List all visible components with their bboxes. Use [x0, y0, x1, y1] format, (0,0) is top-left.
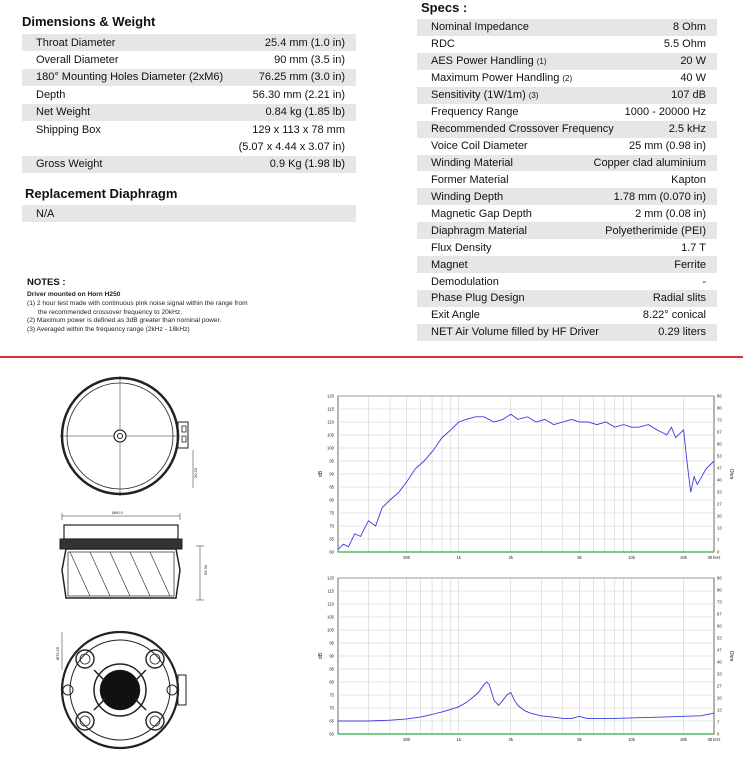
y-tick-label: 80 [329, 679, 334, 685]
dim-flange-label: 20.20 [193, 467, 198, 478]
dim-label: Gross Weight [36, 158, 103, 171]
notes-subtitle: Driver mounted on Horn H250 [27, 290, 121, 298]
spec-row [417, 104, 717, 121]
spec-label: Diaphragm Material [431, 224, 527, 237]
x-tick-label: 2k [508, 737, 514, 742]
spec-row [417, 188, 717, 205]
x-tick-label: 10k [628, 555, 635, 560]
spec-value: Copper clad aluminium [593, 156, 706, 169]
note-line-4: (3) Averaged within the frequency range (2kHz - 18kHz) [27, 325, 190, 333]
y-axis-label: dB [318, 470, 324, 478]
spec-row [417, 273, 717, 290]
spec-row [417, 70, 717, 87]
note-line-2: the recommended crossover frequency to 20kHz. [38, 308, 183, 316]
y-right-tick-label: 20 [717, 513, 722, 519]
replacement-row [22, 205, 356, 222]
spec-value: 5.5 Ohm [663, 38, 706, 51]
y-right-tick-label: 0 [717, 731, 720, 737]
y-tick-label: 95 [329, 458, 334, 464]
spec-row [417, 138, 717, 155]
x-tick-label: 500 [403, 737, 411, 742]
y-right-tick-label: 67 [717, 611, 722, 617]
dim-row [22, 51, 356, 68]
x-tick-label: 30 kHz [707, 737, 721, 742]
y-tick-label: 110 [327, 419, 334, 425]
spec-label: Magnet [431, 258, 468, 271]
x-tick-label: 20k [680, 555, 687, 560]
y-right-tick-label: 20 [717, 695, 722, 701]
y-tick-label: 85 [329, 484, 334, 490]
spec-row [417, 222, 717, 239]
spec-row [417, 239, 717, 256]
technical-drawings [50, 370, 220, 755]
y-right-tick-label: 73 [717, 599, 722, 605]
spec-row [417, 19, 717, 36]
y-right-tick-label: 60 [717, 623, 722, 629]
spec-label: Maximum Power Handling [431, 72, 560, 85]
spec-label: Voice Coil Diameter [431, 140, 528, 153]
dim-row [22, 138, 356, 155]
y-tick-label: 70 [329, 705, 334, 711]
spec-value: 20 W [680, 55, 706, 68]
y-right-tick-label: 40 [717, 659, 722, 665]
spec-label: AES Power Handling [431, 55, 534, 68]
spec-value: 1.78 mm (0.070 in) [613, 190, 706, 203]
spec-value: Radial slits [652, 292, 706, 305]
y-right-tick-label: 33 [717, 671, 722, 677]
bottom-view-drawing [62, 632, 186, 748]
y-right-tick-label: 27 [717, 683, 722, 689]
y-tick-label: 105 [327, 614, 334, 620]
dim-value: 90 mm (3.5 in) [274, 54, 345, 67]
spec-row [417, 205, 717, 222]
y-tick-label: 80 [329, 497, 334, 503]
spec-label: NET Air Volume filled by HF Driver [431, 326, 599, 339]
y-axis-label: dB [318, 652, 324, 660]
spec-value: 40 W [680, 72, 706, 85]
spec-label: Recommended Crossover Frequency [431, 123, 614, 136]
top-view-drawing [60, 376, 193, 496]
spec-value: 8.22° conical [642, 309, 706, 322]
spec-row [417, 121, 717, 138]
dim-label: Net Weight [36, 106, 91, 119]
spec-label: Winding Material [431, 156, 513, 169]
y-tick-label: 75 [329, 510, 334, 516]
x-tick-label: 500 [403, 555, 411, 560]
y-right-tick-label: 33 [717, 489, 722, 495]
y-right-tick-label: 86 [717, 393, 722, 399]
frequency-response-chart [310, 388, 742, 564]
spec-row [417, 256, 717, 273]
y-right-tick-label: 53 [717, 635, 722, 641]
x-tick-label: 5k [577, 555, 582, 560]
spec-value: Kapton [671, 173, 706, 186]
dim-width-label: Ø90.0 [112, 510, 123, 515]
dim-row [22, 86, 356, 103]
y-right-tick-label: 86 [717, 575, 722, 581]
x-tick-label: 30 kHz [707, 555, 721, 560]
y-right-tick-label: 73 [717, 417, 722, 423]
dim-value: 0.84 kg (1.85 lb) [265, 106, 345, 119]
spec-value: 25 mm (0.98 in) [628, 140, 706, 153]
y-tick-label: 65 [329, 718, 334, 724]
y-tick-label: 90 [329, 653, 334, 659]
spec-note: (1) [536, 57, 547, 67]
spec-label: Magnetic Gap Depth [431, 207, 532, 220]
dim-label: 180° Mounting Holes Diameter (2xM6) [36, 71, 224, 84]
spec-label: Demodulation [431, 275, 499, 288]
impedance-response-chart [310, 570, 742, 746]
note-line-1: (1) 2 hour test made with continuous pink noise signal within the range from [27, 300, 248, 308]
dim-value: 25.4 mm (1.0 in) [264, 36, 345, 49]
dim-value: (5.07 x 4.44 x 3.07 in) [238, 141, 345, 154]
section-divider [0, 356, 743, 358]
spec-row [417, 53, 717, 70]
spec-label: Flux Density [431, 241, 492, 254]
y-tick-label: 75 [329, 692, 334, 698]
y-tick-label: 115 [327, 588, 334, 594]
specs-title: Specs : [421, 0, 468, 15]
y-tick-label: 110 [327, 601, 334, 607]
dim-value: 129 x 113 x 78 mm [252, 123, 345, 136]
spec-value: - [702, 275, 706, 288]
spec-row [417, 36, 717, 53]
spec-label: Sensitivity (1W/1m) [431, 89, 526, 102]
spec-value: 0.29 liters [658, 326, 706, 339]
y-right-tick-label: 53 [717, 453, 722, 459]
dim-label: Throat Diameter [36, 36, 116, 49]
y-right-tick-label: 13 [717, 525, 722, 531]
replacement-table [22, 205, 356, 222]
spec-value: 2.5 kHz [668, 123, 706, 136]
spec-label: Winding Depth [431, 190, 504, 203]
y-tick-label: 105 [327, 432, 334, 438]
y-right-tick-label: 60 [717, 441, 722, 447]
y-tick-label: 95 [329, 640, 334, 646]
spec-value: 1000 - 20000 Hz [624, 106, 706, 119]
dim-label: Shipping Box [36, 123, 101, 136]
dim-row [22, 121, 356, 138]
specs-table [417, 19, 717, 341]
replacement-title: Replacement Diaphragm [25, 186, 178, 201]
notes [27, 279, 248, 335]
y-right-tick-label: 47 [717, 465, 722, 471]
y-axis-right-label: Ohm [728, 468, 734, 480]
spec-row [417, 155, 717, 172]
y-right-tick-label: 0 [717, 549, 720, 555]
dim-depth-label: 56.30 [203, 564, 208, 575]
dim-row [22, 34, 356, 51]
y-tick-label: 100 [327, 445, 334, 451]
x-tick-label: 5k [577, 737, 582, 742]
side-view-drawing [60, 513, 204, 600]
spec-value: 1.7 T [681, 241, 706, 254]
y-axis-right-label: Ohm [728, 650, 734, 662]
spec-label: Nominal Impedance [431, 21, 529, 34]
spec-label: Phase Plug Design [431, 292, 525, 305]
y-tick-label: 65 [329, 536, 334, 542]
dim-value: 0.9 Kg (1.98 lb) [269, 158, 345, 171]
y-tick-label: 120 [327, 393, 334, 399]
y-right-tick-label: 47 [717, 647, 722, 653]
spec-label: Exit Angle [431, 309, 480, 322]
spec-row [417, 171, 717, 188]
x-tick-label: 20k [680, 737, 687, 742]
y-tick-label: 60 [329, 549, 334, 555]
y-right-tick-label: 80 [717, 587, 722, 593]
x-tick-label: 1k [456, 555, 461, 560]
spec-value: 8 Ohm [672, 21, 706, 34]
dimensions-table [22, 34, 356, 173]
spec-row [417, 324, 717, 341]
notes-title: NOTES : [27, 277, 66, 288]
dim-label: Overall Diameter [36, 54, 119, 67]
x-tick-label: 1k [456, 737, 461, 742]
y-right-tick-label: 40 [717, 477, 722, 483]
dimensions-title: Dimensions & Weight [22, 14, 156, 29]
y-tick-label: 120 [327, 575, 334, 581]
y-tick-label: 115 [327, 406, 334, 412]
dim-row [22, 156, 356, 173]
y-tick-label: 100 [327, 627, 334, 633]
note-line-3: (2) Maximum power is defined as 3dB greater than nominal power. [27, 317, 222, 325]
dim-row [22, 69, 356, 86]
y-right-tick-label: 80 [717, 405, 722, 411]
spec-value: Ferrite [674, 258, 706, 271]
x-tick-label: 2k [508, 555, 514, 560]
dim-value: 56.30 mm (2.21 in) [252, 88, 345, 101]
spec-row [417, 290, 717, 307]
dim-label: Depth [36, 88, 66, 101]
y-tick-label: 90 [329, 471, 334, 477]
spec-note: (2) [562, 74, 573, 84]
y-right-tick-label: 7 [717, 719, 720, 725]
x-tick-label: 10k [628, 737, 635, 742]
y-right-tick-label: 13 [717, 707, 722, 713]
dim-row [22, 104, 356, 121]
spec-label: Former Material [431, 173, 509, 186]
y-tick-label: 60 [329, 731, 334, 737]
y-tick-label: 85 [329, 666, 334, 672]
spec-row [417, 307, 717, 324]
replacement-value: N/A [36, 207, 55, 220]
y-right-tick-label: 27 [717, 501, 722, 507]
y-tick-label: 70 [329, 523, 334, 529]
spec-note: (3) [528, 91, 539, 101]
spec-value: 107 dB [671, 89, 706, 102]
dim-value: 76.25 mm (3.0 in) [258, 71, 345, 84]
y-right-tick-label: 67 [717, 429, 722, 435]
spec-label: RDC [431, 38, 455, 51]
spec-row [417, 87, 717, 104]
dim-holes-label: Ø76.25 [55, 646, 60, 660]
spec-value: Polyetherimide (PEI) [605, 224, 706, 237]
spec-value: 2 mm (0.08 in) [635, 207, 706, 220]
spec-label: Frequency Range [431, 106, 519, 119]
y-right-tick-label: 7 [717, 537, 720, 543]
